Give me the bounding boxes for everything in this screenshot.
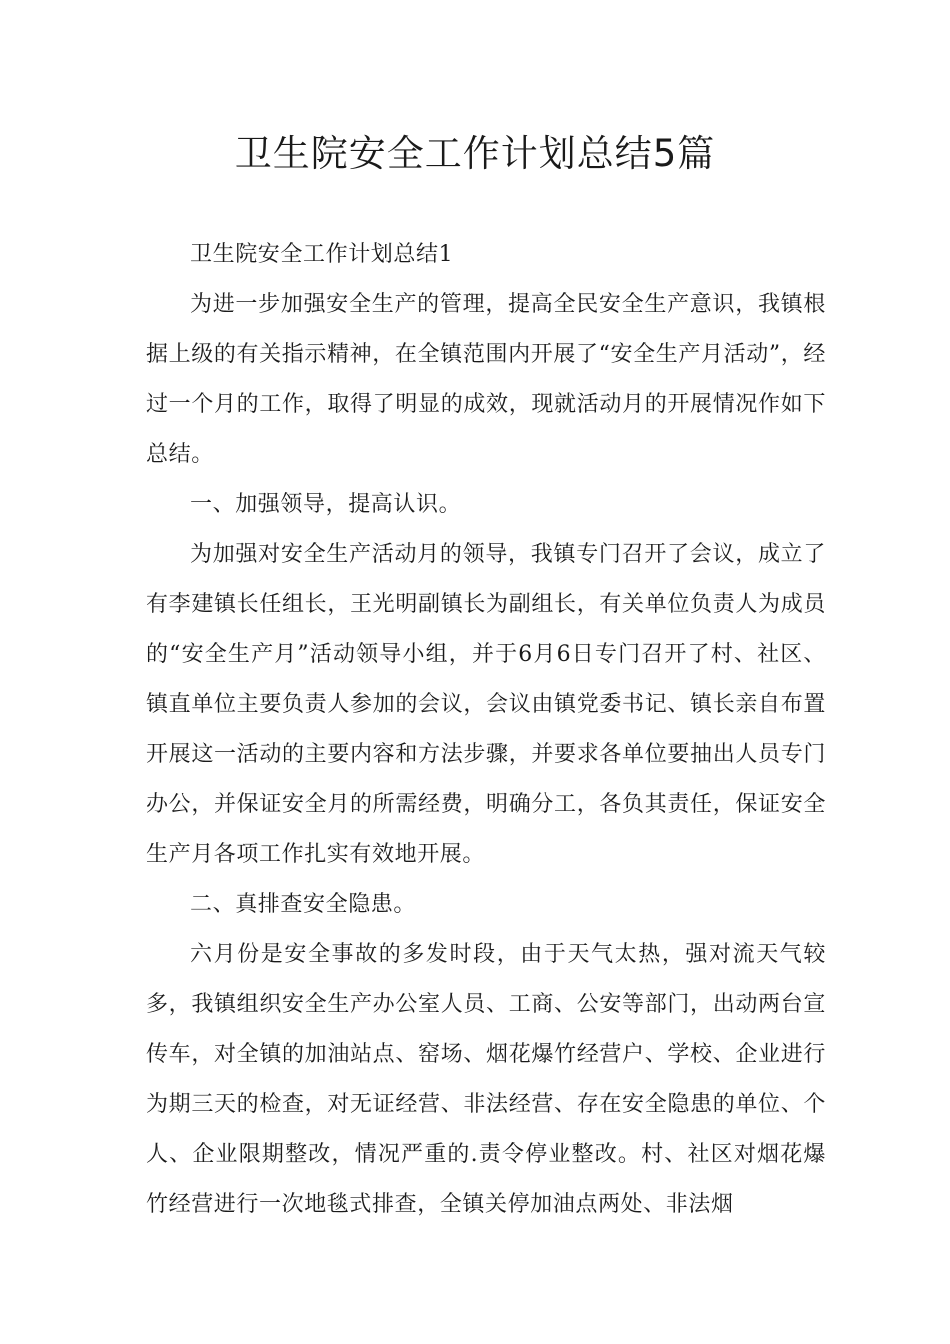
- section-heading-2: 二、真排查安全隐患。: [190, 892, 417, 917]
- paragraph-subtitle: 卫生院安全工作计划总结1: [190, 242, 454, 267]
- document-body: [146, 230, 826, 1230]
- section-heading-1: 一、加强领导，提高认识。: [190, 492, 462, 517]
- document-title: 卫生院安全工作计划总结5篇: [234, 132, 716, 175]
- paragraph-section-2: 六月份是安全事故的多发时段，由于天气太热，强对流天气较多，我镇组织安全生产办公室人员、工商、公安等部门，出动两台宣传车，对全镇的加油站点、窑场、烟花爆竹经营户、学校、企业进行为期三天的检查，对无证经营、非法经营、存在安全隐患的单位、个人、企业限期整改，情况严重的.责令停业整改。村、社区对烟花爆竹经营进行一次地毯式排查，全镇关停加油点两处、非法烟: [146, 942, 826, 1217]
- paragraph-section-1: 为加强对安全生产活动月的领导，我镇专门召开了会议，成立了有李建镇长任组长，王光明副镇长为副组长，有关单位负责人为成员的“安全生产月”活动领导小组，并于6月6日专门召开了村、社区、镇直单位主要负责人参加的会议，会议由镇党委书记、镇长亲自布置开展这一活动的主要内容和方法步骤，并要求各单位要抽出人员专门办公，并保证安全月的所需经费，明确分工，各负其责任，保证安全生产月各项工作扎实有效地开展。: [146, 542, 826, 867]
- paragraph-intro: 为进一步加强安全生产的管理，提高全民安全生产意识，我镇根据上级的有关指示精神，在全镇范围内开展了“安全生产月活动”，经过一个月的工作，取得了明显的成效，现就活动月的开展情况作如下总结。: [146, 292, 826, 467]
